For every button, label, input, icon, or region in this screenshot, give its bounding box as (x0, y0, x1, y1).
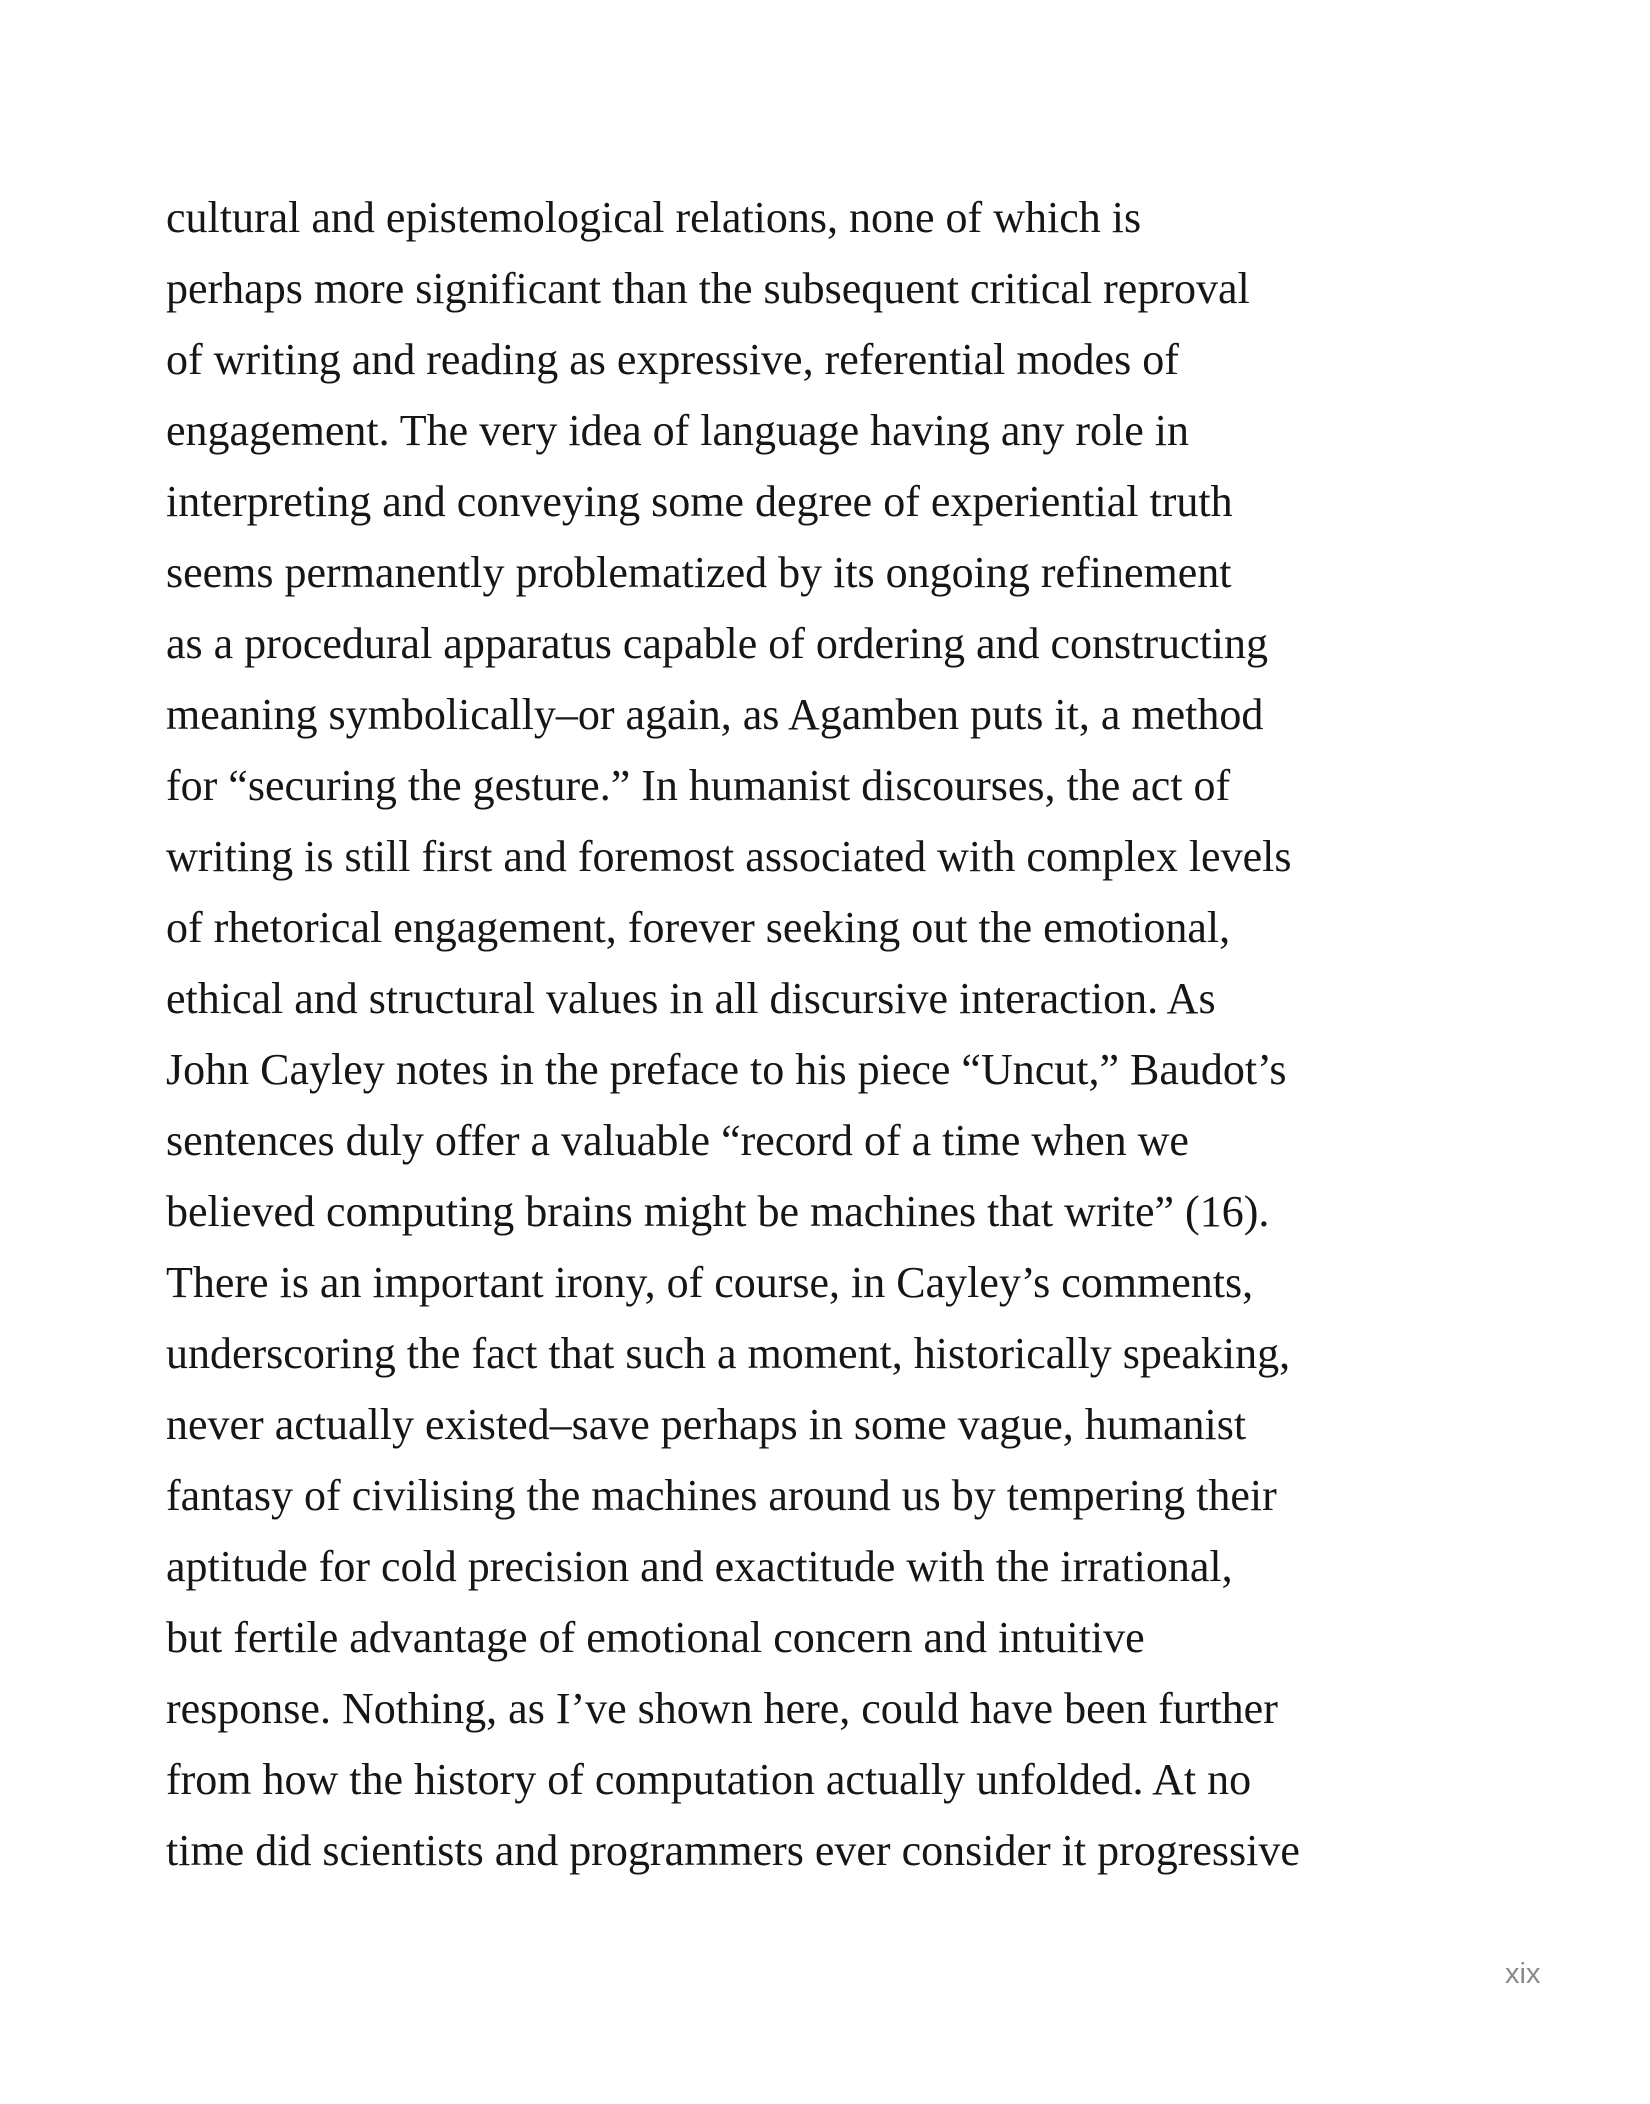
text-line: for “securing the gesture.” In humanist discourses, the act of (166, 761, 1231, 810)
text-line: never actually existed–save perhaps in some vague, humanist (166, 1400, 1247, 1449)
text-line: aptitude for cold precision and exactitude with the irrational, (166, 1542, 1233, 1591)
page-number: xix (1505, 1958, 1541, 1990)
text-line: of writing and reading as expressive, referential modes of (166, 335, 1179, 384)
text-line: fantasy of civilising the machines around us by tempering their (166, 1471, 1277, 1520)
text-line: writing is still first and foremost associated with complex levels (166, 832, 1292, 881)
text-line: ethical and structural values in all discursive interaction. As (166, 974, 1216, 1023)
text-line: meaning symbolically–or again, as Agamben puts it, a method (166, 690, 1264, 739)
text-line: believed computing brains might be machines that write” (16). (166, 1187, 1270, 1236)
page-text (166, 182, 1300, 1886)
text-line: of rhetorical engagement, forever seeking out the emotional, (166, 903, 1231, 952)
text-line: from how the history of computation actually unfolded. At no (166, 1755, 1252, 1804)
text-line: seems permanently problematized by its ongoing refinement (166, 548, 1232, 597)
text-line: John Cayley notes in the preface to his piece “Uncut,” Baudot’s (166, 1045, 1287, 1094)
text-line: response. Nothing, as I’ve shown here, could have been further (166, 1684, 1278, 1733)
text-line: time did scientists and programmers ever consider it progressive (166, 1826, 1300, 1875)
text-line: engagement. The very idea of language having any role in (166, 406, 1190, 455)
text-line: as a procedural apparatus capable of ordering and constructing (166, 619, 1268, 668)
text-line: underscoring the fact that such a moment, historically speaking, (166, 1329, 1291, 1378)
text-line: interpreting and conveying some degree of experiential truth (166, 477, 1233, 526)
text-line: sentences duly offer a valuable “record of a time when we (166, 1116, 1189, 1165)
text-line: but fertile advantage of emotional concern and intuitive (166, 1613, 1145, 1662)
text-line: cultural and epistemological relations, none of which is (166, 193, 1142, 242)
text-line: perhaps more significant than the subsequent critical reproval (166, 264, 1250, 313)
text-line: There is an important irony, of course, in Cayley’s comments, (166, 1258, 1254, 1307)
